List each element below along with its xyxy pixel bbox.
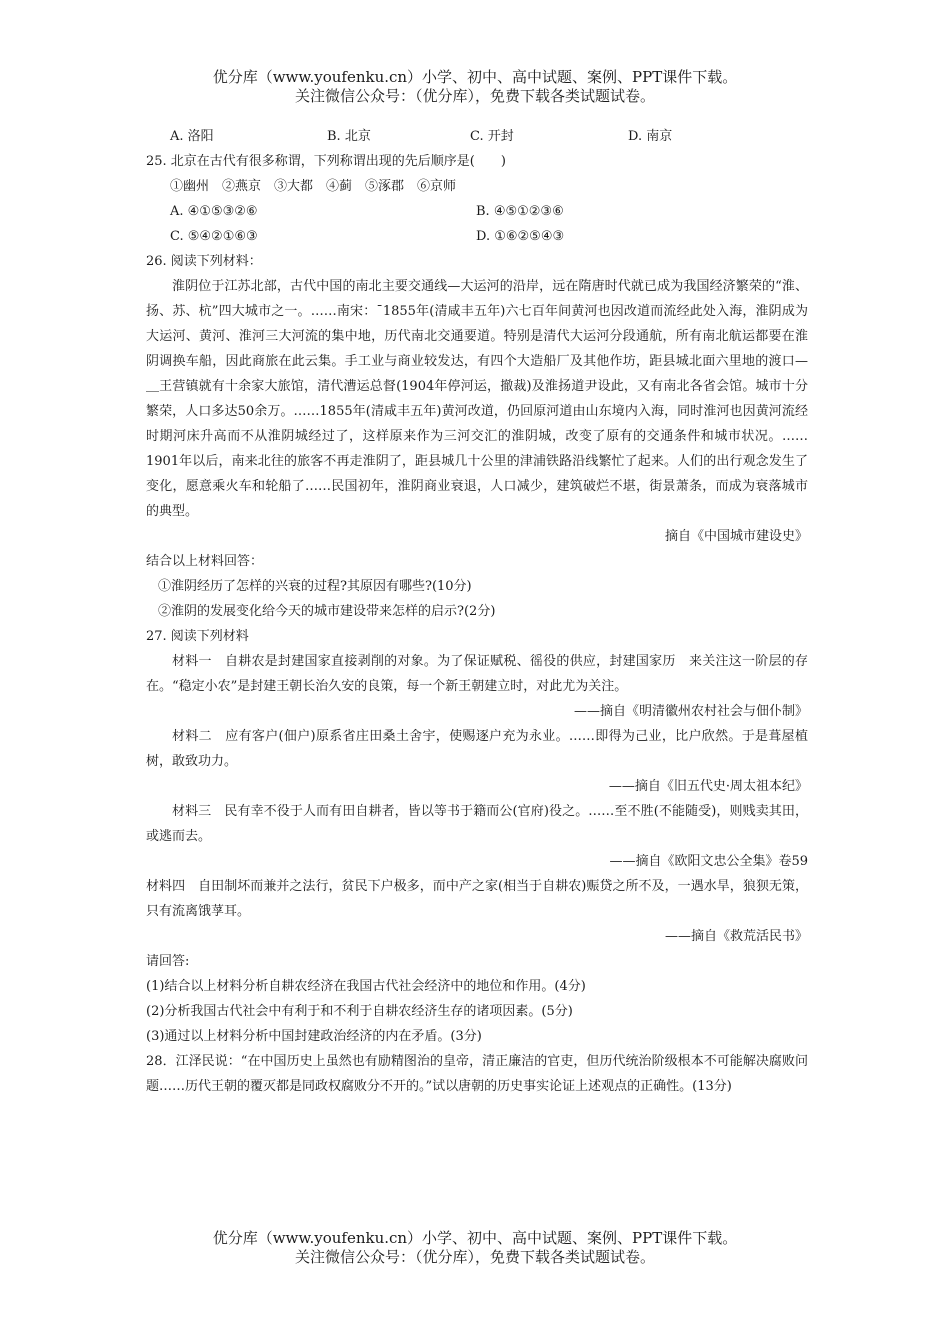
q27-material-1: 材料一 自耕农是封建国家直接剥削的对象。为了保证赋税、徭役的供应，封建国家历 来关注这一阶层的存在。“稳定小农”是封建王朝长治久安的良策，每一个新王朝建立时，对此尤为关注。: [146, 654, 808, 694]
q25-option-a: A. ④①⑤③②⑥: [170, 204, 258, 219]
q27-material-4-source: ——摘自《救荒活民书》: [664, 929, 808, 944]
q26-sub-question-2: ②淮阴的发展变化给今天的城市建设带来怎样的启示?(2分): [158, 604, 496, 619]
q27-material-3-source: ——摘自《欧阳文忠公全集》卷59: [609, 854, 808, 869]
q25-options-row-2: [146, 224, 808, 249]
q27-stem: 27. 阅读下列材料: [146, 629, 249, 644]
q26-material: 淮阴位于江苏北部，古代中国的南北主要交通线—大运河的沿岸，远在隋唐时代就已成为我国经济繁荣的“淮、扬、苏、杭”四大城市之一。……南宋：¯1855年(清咸丰五年)六七百年间黄河也因改道而流经此处入海，淮阴成为大运河、黄河、淮河三大河流的集中地，历代南北交通要道。特别是清代大运河分段通航，所有南北航运都要在淮阴调换车船，因此商旅在此云集。手工业与商业较发达，有四个大造船厂及其他作坊，距县城北面六里地的渡口—＿王营镇就有十余家大旅馆，清代漕运总督(1904年停河运，撤裁)及淮扬道尹设此，又有南北各省会馆。城市十分繁荣，人口多达50余万。……1855年(清咸丰五年)黄河改道，仍回原河道由山东境内入海，同时淮河也因黄河流经时期河床升高而不从淮阴城经过了，这样原来作为三河交汇的淮阴城，改变了原有的交通条件和城市状况。……1901年以后，南来北往的旅客不再走淮阴了，距县城几十公里的津浦铁路沿线繁忙了起来。人们的出行观念发生了变化，愿意乘火车和轮船了……民国初年，淮阴商业衰退，人口减少，建筑破烂不堪，街景萧条，而成为衰落城市的典型。: [146, 279, 808, 519]
q27-sub-question-1: (1)结合以上材料分析自耕农经济在我国古代社会经济中的地位和作用。(4分): [146, 979, 586, 994]
q27-material-2-source: ——摘自《旧五代史·周太祖本纪》: [608, 779, 808, 794]
exam-content: [146, 124, 808, 1099]
banner-line-1: 优分库（www.youfenku.cn）小学、初中、高中试题、案例、PPT课件下载。: [212, 68, 738, 86]
q27-material-2: 材料二 应有客户(佃户)原系省庄田桑土舍宇，使赐逐户充为永业。……即得为己业，比户欣然。于是葺屋植树，敢致功力。: [146, 729, 808, 769]
q24-options: [146, 124, 808, 149]
q26-stem: 26. 阅读下列材料：: [146, 254, 262, 269]
banner-line-2: 关注微信公众号：（优分库），免费下载各类试题试卷。: [294, 87, 655, 105]
q24-option-d: D. 南京: [628, 129, 673, 144]
q25-option-c: C. ⑤④②①⑥③: [170, 229, 258, 244]
q27-sub-question-3: (3)通过以上材料分析中国封建政治经济的内在矛盾。(3分): [146, 1029, 482, 1044]
footer-line-2: 关注微信公众号：（优分库），免费下载各类试题试卷。: [294, 1248, 655, 1266]
q27-material-3: 材料三 民有幸不役于人而有田自耕者，皆以等书于籍而公(官府)役之。……至不胜(不能随受)，则贱卖其田，或逃而去。: [146, 804, 808, 844]
header-banner: [0, 68, 950, 106]
q27-material-1-source: ——摘自《明清徽州农村社会与佃仆制》: [573, 704, 808, 719]
q25-option-b: B. ④⑤①②③⑥: [476, 204, 564, 219]
q24-option-b: B. 北京: [327, 129, 371, 144]
q27-material-4: 材料四 自田制坏而兼并之法行，贫民下户极多，而中产之家(相当于自耕农)赈贷之所不及，一遇水旱，狼狈无策，只有流离饿莩耳。: [146, 879, 808, 919]
q26-source: 摘自《中国城市建设史》: [664, 529, 808, 544]
q28-text: 28．江泽民说：“在中国历史上虽然也有励精图治的皇帝，清正廉洁的官吏，但历代统治阶级根本不可能解决腐败问题……历代王朝的覆灭都是同政权腐败分不开的。”试以唐朝的历史事实论证上述观点的正确性。(13分): [146, 1054, 808, 1094]
footer-banner: [0, 1229, 950, 1267]
q25-option-d: D. ①⑥②⑤④③: [476, 229, 565, 244]
footer-line-1: 优分库（www.youfenku.cn）小学、初中、高中试题、案例、PPT课件下载。: [212, 1229, 738, 1247]
q25-options-row-1: [146, 199, 808, 224]
q25-stem: 25. 北京在古代有很多称谓，下列称谓出现的先后顺序是( ): [146, 154, 506, 169]
q24-option-a: A. 洛阳: [170, 129, 214, 144]
q25-items: ①幽州 ②燕京 ③大都 ④蓟 ⑤涿郡 ⑥京师: [170, 179, 457, 194]
q24-option-c: C. 开封: [470, 129, 514, 144]
q27-prompt: 请回答:: [146, 954, 190, 969]
q26-sub-question-1: ①淮阴经历了怎样的兴衰的过程?其原因有哪些?(10分): [158, 579, 472, 594]
q26-prompt: 结合以上材料回答：: [146, 554, 264, 569]
q27-sub-question-2: (2)分析我国古代社会中有利于和不利于自耕农经济生存的诸项因素。(5分): [146, 1004, 573, 1019]
